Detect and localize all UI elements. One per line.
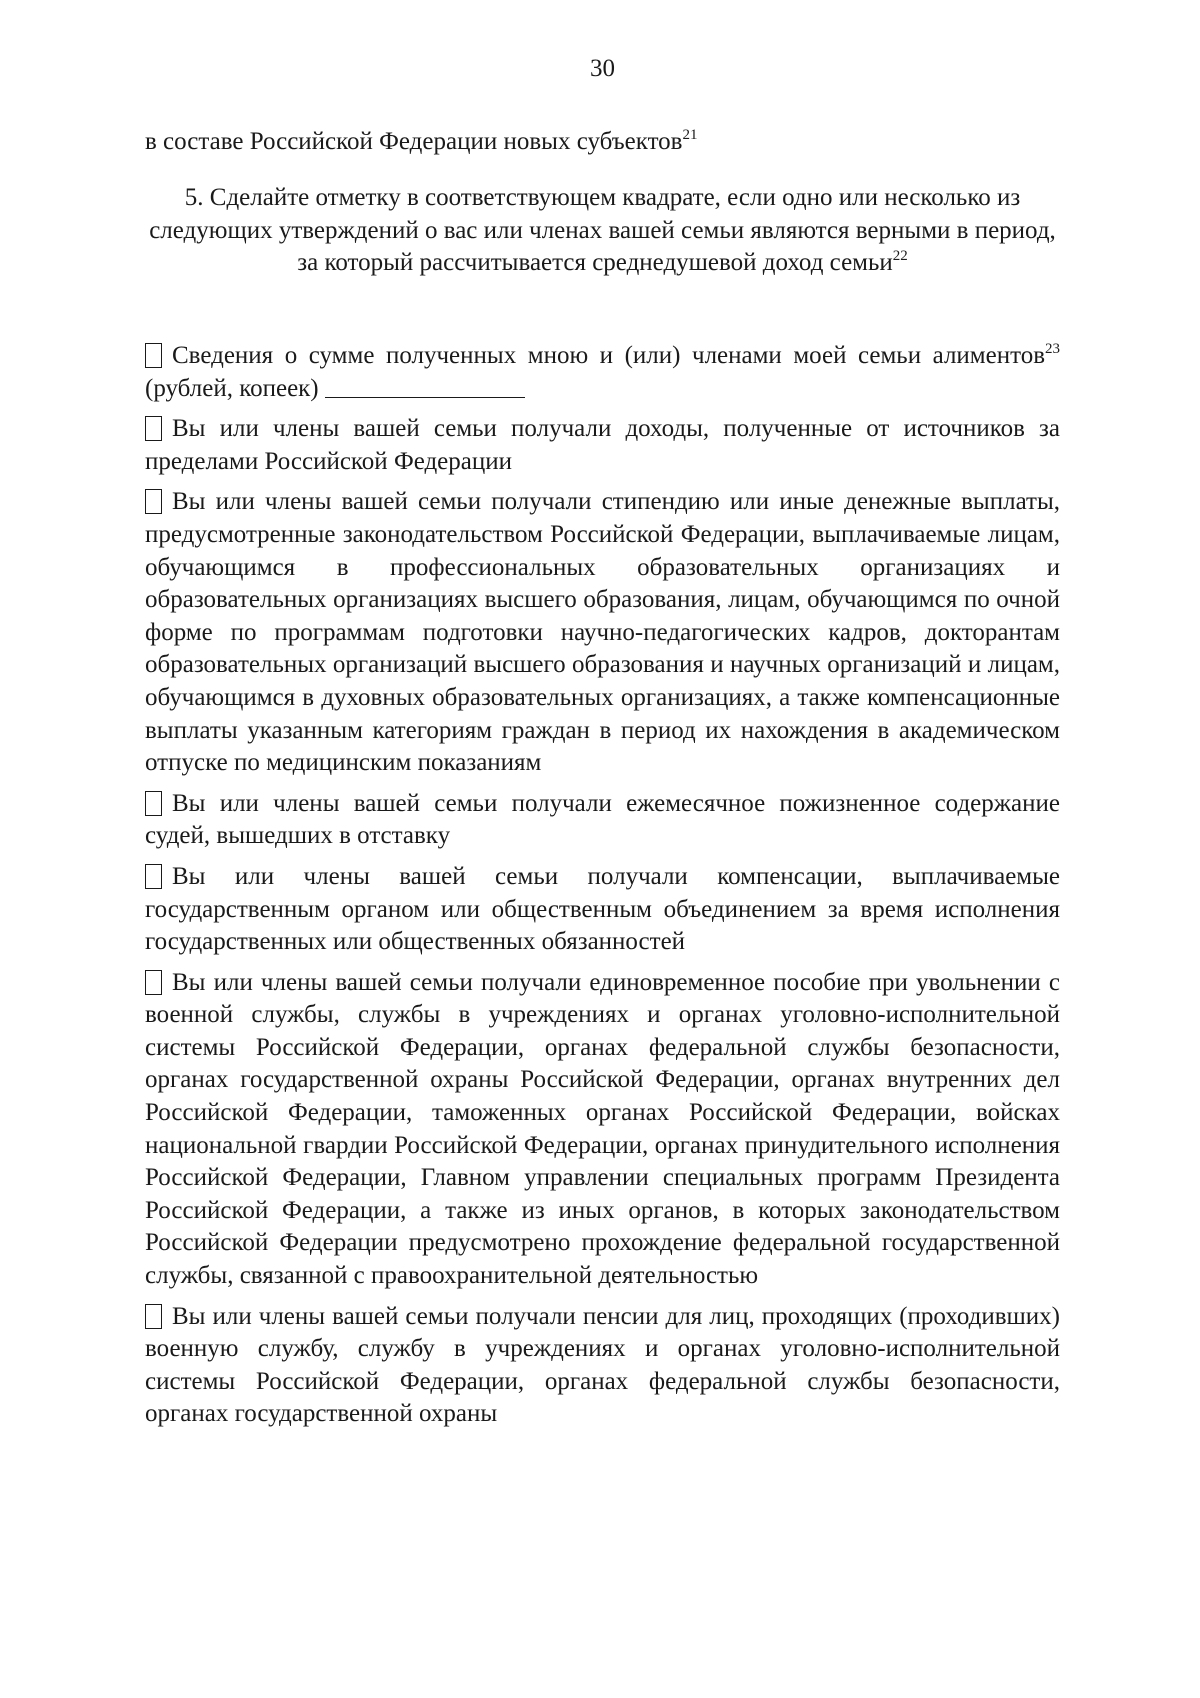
- page-number: 30: [590, 55, 615, 82]
- item-text: Вы или члены вашей семьи получали компенсации, выплачиваемые государственным органом или общественным объединением за время исполнения государственных или общественных обязанностей: [145, 862, 1060, 956]
- checkbox-item-scholarship: [145, 486, 1060, 779]
- item-text: Вы или члены вашей семьи получали стипендию или иные денежные выплаты, предусмотренные законодательством Российской Федерации, выплачиваемые лицам, обучающимся в профессиональных образовательных организациях и образовательных организациях высшего образования, лицам, обучающимся по очной форме по программам подготовки научно-педагогических кадров, докторантам образовательных организаций высшего образования и научных организаций и лицам, обучающимся в духовных образовательных организациях, а также компенсационные выплаты указанным категориям граждан в период их нахождения в академическом отпуске по медицинским показаниям: [145, 488, 1060, 777]
- checkbox-item-alimony: [145, 340, 1060, 405]
- item-text: Вы или члены вашей семьи получали пенсии для лиц, проходящих (проходивших) военную службу, службу в учреждениях и органах уголовно-исполнительной системы Российской Федерации, органах федеральной службы безопасности, органах государственной охраны: [145, 1302, 1060, 1428]
- checkbox[interactable]: [145, 791, 162, 816]
- checkbox-item-military-pension: [145, 1301, 1060, 1431]
- section-heading: [145, 182, 1060, 280]
- checkbox[interactable]: [145, 343, 162, 368]
- item-text: Вы или члены вашей семьи получали доходы, полученные от источников за пределами Российской Федерации: [145, 415, 1060, 475]
- section-heading-text: 5. Сделайте отметку в соответствующем квадрате, если одно или несколько из следующих утверждений о вас или членах вашей семьи являются верными в период, за который рассчитывается среднедушевой доход семьи: [149, 184, 1056, 276]
- item-text: Вы или члены вашей семьи получали ежемесячное пожизненное содержание судей, вышедших в отставку: [145, 789, 1060, 850]
- continuation-line: [145, 126, 1060, 158]
- checkbox[interactable]: [145, 1304, 162, 1329]
- checkbox-list: [145, 340, 1060, 1439]
- footnote-ref: 22: [892, 248, 908, 264]
- checkbox[interactable]: [145, 489, 162, 514]
- footnote-ref: 23: [1045, 341, 1060, 357]
- checkbox-item-judges-allowance: [145, 788, 1060, 853]
- alimony-amount-field[interactable]: [325, 377, 525, 398]
- footnote-ref: 21: [682, 127, 698, 143]
- item-text-suffix: (рублей, копеек): [145, 374, 319, 402]
- item-text: Сведения о сумме полученных мною и (или) членами моей семьи алиментов: [172, 342, 1045, 369]
- continuation-text: в составе Российской Федерации новых субъектов: [145, 128, 683, 155]
- checkbox-item-severance-benefit: [145, 967, 1060, 1293]
- checkbox-item-compensation: [145, 861, 1060, 959]
- document-page: [145, 0, 1060, 1698]
- checkbox[interactable]: [145, 864, 162, 889]
- checkbox[interactable]: [145, 970, 162, 995]
- checkbox-item-foreign-income: [145, 413, 1060, 478]
- checkbox[interactable]: [145, 416, 162, 441]
- item-text: Вы или члены вашей семьи получали единовременное пособие при увольнении с военной службы, службы в учреждениях и органах уголовно-исполнительной системы Российской Федерации, органах федеральной службы безопасности, органах государственной охраны Российской Федерации, органах внутренних дел Российской Федерации, таможенных органах Российской Федерации, войсках национальной гвардии Российской Федерации, органах принудительного исполнения Российской Федерации, Главном управлении специальных программ Президента Российской Федерации, а также из иных органов, в которых законодательством Российской Федерации предусмотрено прохождение федеральной государственной службы, связанной с правоохранительной деятельностью: [145, 968, 1060, 1290]
